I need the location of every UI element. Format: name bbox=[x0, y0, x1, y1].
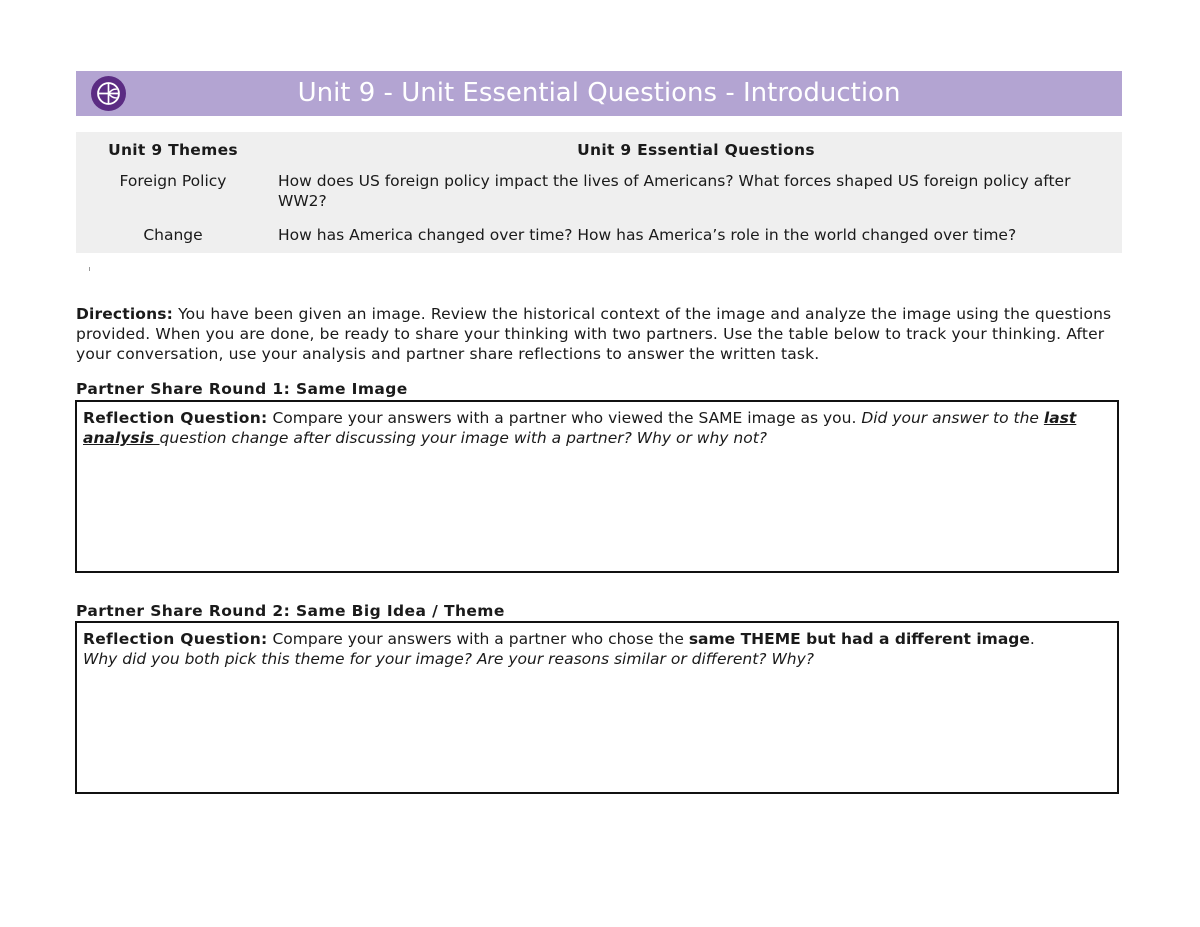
themes-table bbox=[76, 132, 1122, 253]
round2-bold: same THEME but had a different image bbox=[688, 630, 1030, 648]
round1-emphasis-analysis: analysis bbox=[83, 429, 160, 447]
header-questions: Unit 9 Essential Questions bbox=[577, 141, 815, 159]
round2-answer-box[interactable] bbox=[75, 621, 1119, 794]
directions-paragraph bbox=[76, 304, 1122, 364]
round1-lead: Reflection Question: bbox=[83, 409, 268, 427]
directions-label: Directions: bbox=[76, 305, 174, 323]
round2-lead: Reflection Question: bbox=[83, 630, 268, 648]
round1-emphasis-last: last bbox=[1043, 409, 1077, 427]
table-row bbox=[76, 165, 1122, 219]
header-themes: Unit 9 Themes bbox=[108, 141, 238, 159]
worksheet-page bbox=[76, 71, 1122, 668]
round1-heading: Partner Share Round 1: Same Image bbox=[76, 380, 408, 398]
question-cell: How has America changed over time? How has America’s role in the world changed over time? bbox=[278, 226, 1017, 244]
round1-italic-a: Did your answer to the bbox=[861, 409, 1044, 427]
round2-period: . bbox=[1029, 630, 1035, 648]
round1-answer-box[interactable] bbox=[75, 400, 1119, 573]
table-row bbox=[76, 219, 1122, 253]
round1-text: Compare your answers with a partner who viewed the SAME image as you. bbox=[267, 409, 862, 427]
directions-text: You have been given an image. Review the historical context of the image and analyze the image using the questions provided. When you are done, be ready to share your thinking with two partners. Use the table below to track your thinking. After your conversation, use your analysis and partner share reflections to answer the written task. bbox=[76, 305, 1112, 363]
question-cell: How does US foreign policy impact the lives of Americans? What forces shaped US foreign policy after WW2? bbox=[278, 172, 1071, 210]
round2-heading: Partner Share Round 2: Same Big Idea / Theme bbox=[76, 602, 505, 620]
round2-italic: Why did you both pick this theme for your image? Are your reasons similar or different? Why? bbox=[83, 650, 815, 668]
theme-cell: Change bbox=[143, 226, 203, 244]
divider-mark bbox=[89, 267, 90, 271]
title-bar bbox=[76, 71, 1122, 116]
page-title: Unit 9 - Unit Essential Questions - Introduction bbox=[297, 78, 901, 108]
round2-text: Compare your answers with a partner who chose the bbox=[267, 630, 689, 648]
theme-cell: Foreign Policy bbox=[119, 172, 227, 190]
round1-italic-b: question change after discussing your image with a partner? Why or why not? bbox=[159, 429, 768, 447]
table-header-row bbox=[76, 132, 1122, 165]
